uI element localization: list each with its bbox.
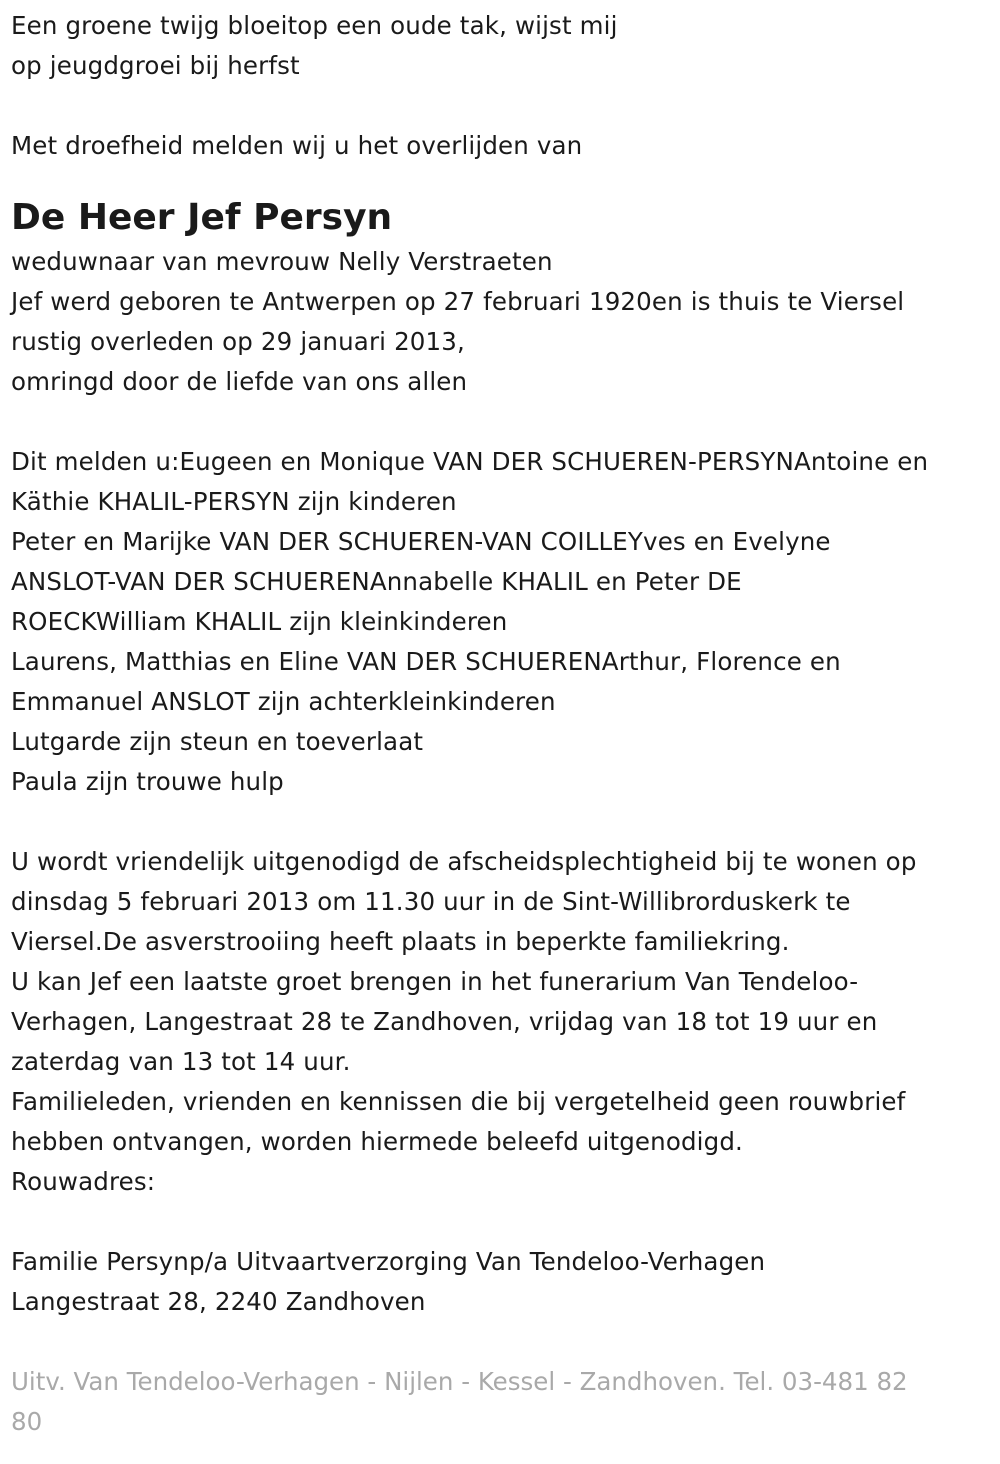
ceremony-line: U wordt vriendelijk uitgenodigd de afscheidsplechtigheid bij te wonen op <box>11 847 917 876</box>
bio-line: omringd door de liefde van ons allen <box>11 367 468 396</box>
family-line: Emmanuel ANSLOT zijn achterkleinkinderen <box>11 687 556 716</box>
spacer <box>11 86 991 126</box>
ceremony-line: Verhagen, Langestraat 28 te Zandhoven, vrijdag van 18 tot 19 uur en <box>11 1007 878 1036</box>
family-line: ANSLOT-VAN DER SCHUERENAnnabelle KHALIL en Peter DE <box>11 567 742 596</box>
footer-line: Uitv. Van Tendeloo-Verhagen - Nijlen - Kessel - Zandhoven. Tel. 03-481 82 <box>11 1367 908 1396</box>
funeral-home-footer <box>11 1362 991 1442</box>
deceased-name-heading: De Heer Jef Persyn <box>11 197 393 238</box>
biography <box>11 242 991 402</box>
family-line: Paula zijn trouwe hulp <box>11 767 284 796</box>
spacer <box>11 1322 991 1362</box>
family-line: Peter en Marijke VAN DER SCHUEREN-VAN COILLEYves en Evelyne <box>11 527 831 556</box>
spacer <box>11 802 991 842</box>
poem-line: op jeugdgroei bij herfst <box>11 51 300 80</box>
ceremony-line: hebben ontvangen, worden hiermede beleefd uitgenodigd. <box>11 1127 743 1156</box>
ceremony-line: U kan Jef een laatste groet brengen in het funerarium Van Tendeloo- <box>11 967 859 996</box>
family-line: ROECKWilliam KHALIL zijn kleinkinderen <box>11 607 508 636</box>
ceremony-line: Familieleden, vrienden en kennissen die bij vergetelheid geen rouwbrief <box>11 1087 906 1116</box>
family-list <box>11 442 991 802</box>
family-line: Dit melden u:Eugeen en Monique VAN DER SCHUEREN-PERSYNAntoine en <box>11 447 929 476</box>
spacer <box>11 402 991 442</box>
family-line: Lutgarde zijn steun en toeverlaat <box>11 727 424 756</box>
poem-line: Een groene twijg bloeitop een oude tak, wijst mij <box>11 11 618 40</box>
poem <box>11 6 991 86</box>
bio-line: rustig overleden op 29 januari 2013, <box>11 327 465 356</box>
ceremony-details <box>11 842 991 1202</box>
family-line: Käthie KHALIL-PERSYN zijn kinderen <box>11 487 457 516</box>
footer-line: 80 <box>11 1407 43 1436</box>
ceremony-line: Rouwadres: <box>11 1167 156 1196</box>
bio-line: Jef werd geboren te Antwerpen op 27 februari 1920en is thuis te Viersel <box>11 287 905 316</box>
ceremony-line: Viersel.De asverstrooiing heeft plaats in beperkte familiekring. <box>11 927 790 956</box>
spacer <box>11 1202 991 1242</box>
family-line: Laurens, Matthias en Eline VAN DER SCHUERENArthur, Florence en <box>11 647 841 676</box>
ceremony-line: dinsdag 5 februari 2013 om 11.30 uur in de Sint-Willibrorduskerk te <box>11 887 851 916</box>
ceremony-line: zaterdag van 13 tot 14 uur. <box>11 1047 351 1076</box>
address-line: Langestraat 28, 2240 Zandhoven <box>11 1287 426 1316</box>
mourning-address <box>11 1242 991 1322</box>
address-line: Familie Persynp/a Uitvaartverzorging Van Tendeloo-Verhagen <box>11 1247 766 1276</box>
bio-line: weduwnaar van mevrouw Nelly Verstraeten <box>11 247 553 276</box>
announcement-text: Met droefheid melden wij u het overlijden van <box>11 131 583 160</box>
spacer <box>11 166 991 190</box>
obituary-page <box>11 6 991 1442</box>
